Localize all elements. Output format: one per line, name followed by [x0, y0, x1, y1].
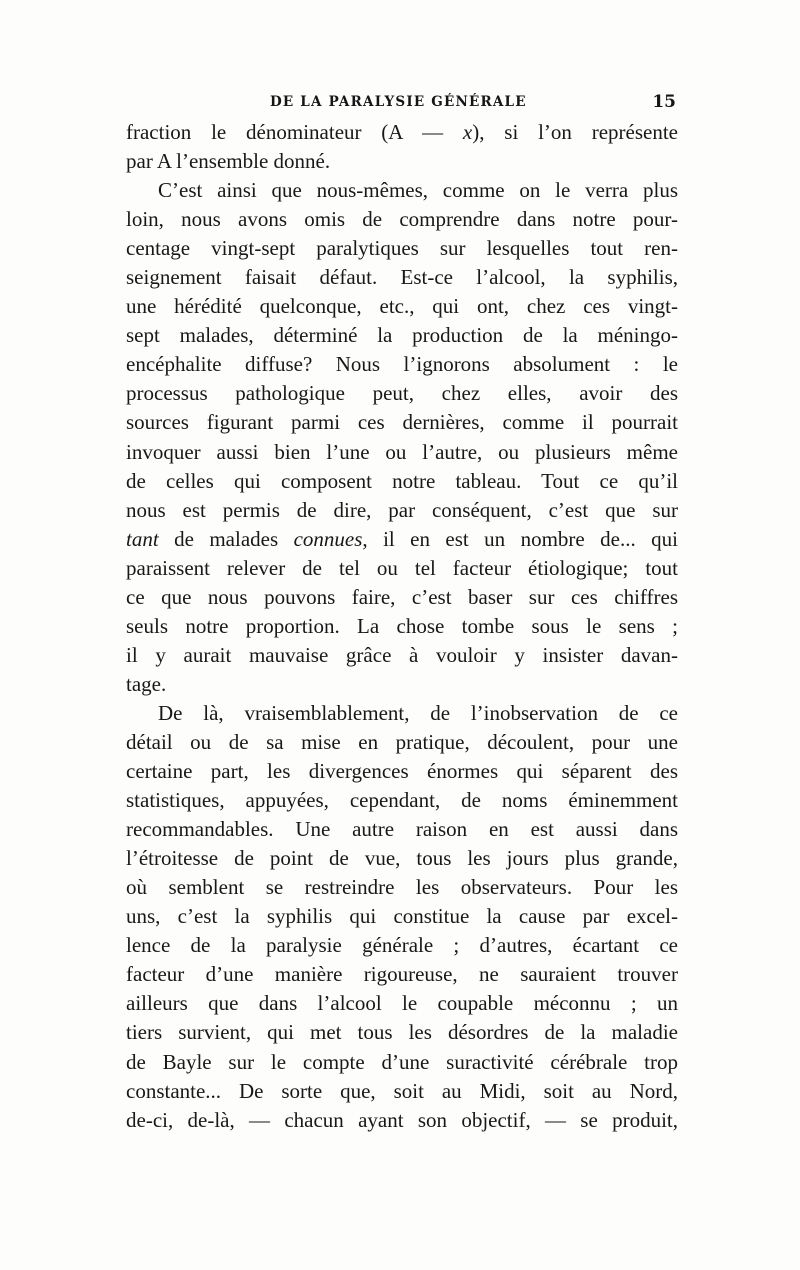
- text-line: invoquer aussi bien l’une ou l’autre, ou plusieurs même: [126, 439, 678, 464]
- text-line: nous est permis de dire, par conséquent, c’est que sur: [126, 497, 678, 522]
- text-line: l’étroitesse de point de vue, tous les jours plus grande,: [126, 846, 678, 871]
- text-line: paraissent relever de tel ou tel facteur étiologique; tout: [126, 555, 678, 580]
- text-line: tant de malades connues, il en est un nombre de... qui: [126, 526, 679, 551]
- text-line: constante... De sorte que, soit au Midi, soit au Nord,: [126, 1078, 678, 1103]
- text-line: seuls notre proportion. La chose tombe sous le sens ;: [126, 613, 678, 638]
- text-line: centage vingt-sept paralytiques sur lesquelles tout ren-: [126, 236, 678, 261]
- text-line: il y aurait mauvaise grâce à vouloir y insister davan-: [126, 642, 678, 667]
- text-line: lence de la paralysie générale ; d’autres, écartant ce: [126, 933, 678, 958]
- text-line: détail ou de sa mise en pratique, découlent, pour une: [126, 729, 678, 754]
- text-line: recommandables. Une autre raison en est aussi dans: [126, 817, 678, 842]
- text-line: sources figurant parmi ces dernières, comme il pourrait: [126, 410, 678, 435]
- running-head: [124, 92, 680, 116]
- text-line: certaine part, les divergences énormes qui séparent des: [126, 759, 678, 784]
- text-line: fraction le dénominateur (A — x), si l’on représente: [126, 120, 678, 144]
- page-number: 15: [652, 92, 676, 112]
- text-line: C’est ainsi que nous-mêmes, comme on le verra plus: [158, 178, 678, 203]
- text-line: de Bayle sur le compte d’une suractivité cérébrale trop: [126, 1049, 678, 1074]
- text-line: encéphalite diffuse? Nous l’ignorons absolument : le: [126, 352, 678, 377]
- text-line: par A l’ensemble donné.: [126, 149, 331, 174]
- text-line: une hérédité quelconque, etc., qui ont, chez ces vingt-: [126, 294, 678, 319]
- body-text: [126, 118, 678, 1135]
- text-line: tiers survient, qui met tous les désordres de la maladie: [126, 1020, 678, 1045]
- text-line: loin, nous avons omis de comprendre dans notre pour-: [126, 207, 678, 232]
- text-line: ailleurs que dans l’alcool le coupable méconnu ; un: [126, 991, 678, 1016]
- text-line: facteur d’une manière rigoureuse, ne sauraient trouver: [126, 962, 678, 987]
- running-title: DE LA PARALYSIE GÉNÉRALE: [270, 94, 527, 110]
- text-line: de-ci, de-là, — chacun ayant son objectif, — se produit,: [126, 1107, 678, 1132]
- text-line: sept malades, déterminé la production de la méningo-: [126, 323, 678, 348]
- text-line: tage.: [126, 671, 167, 696]
- text-line: ce que nous pouvons faire, c’est baser sur ces chiffres: [126, 584, 678, 609]
- text-line: où semblent se restreindre les observateurs. Pour les: [126, 875, 678, 900]
- text-line: De là, vraisemblablement, de l’inobservation de ce: [158, 700, 678, 725]
- text-line: seignement faisait défaut. Est-ce l’alcool, la syphilis,: [126, 265, 678, 290]
- text-line: de celles qui composent notre tableau. Tout ce qu’il: [126, 468, 678, 493]
- text-line: processus pathologique peut, chez elles, avoir des: [126, 381, 678, 406]
- text-line: uns, c’est la syphilis qui constitue la cause par excel-: [126, 904, 678, 929]
- text-line: statistiques, appuyées, cependant, de noms éminemment: [126, 788, 678, 813]
